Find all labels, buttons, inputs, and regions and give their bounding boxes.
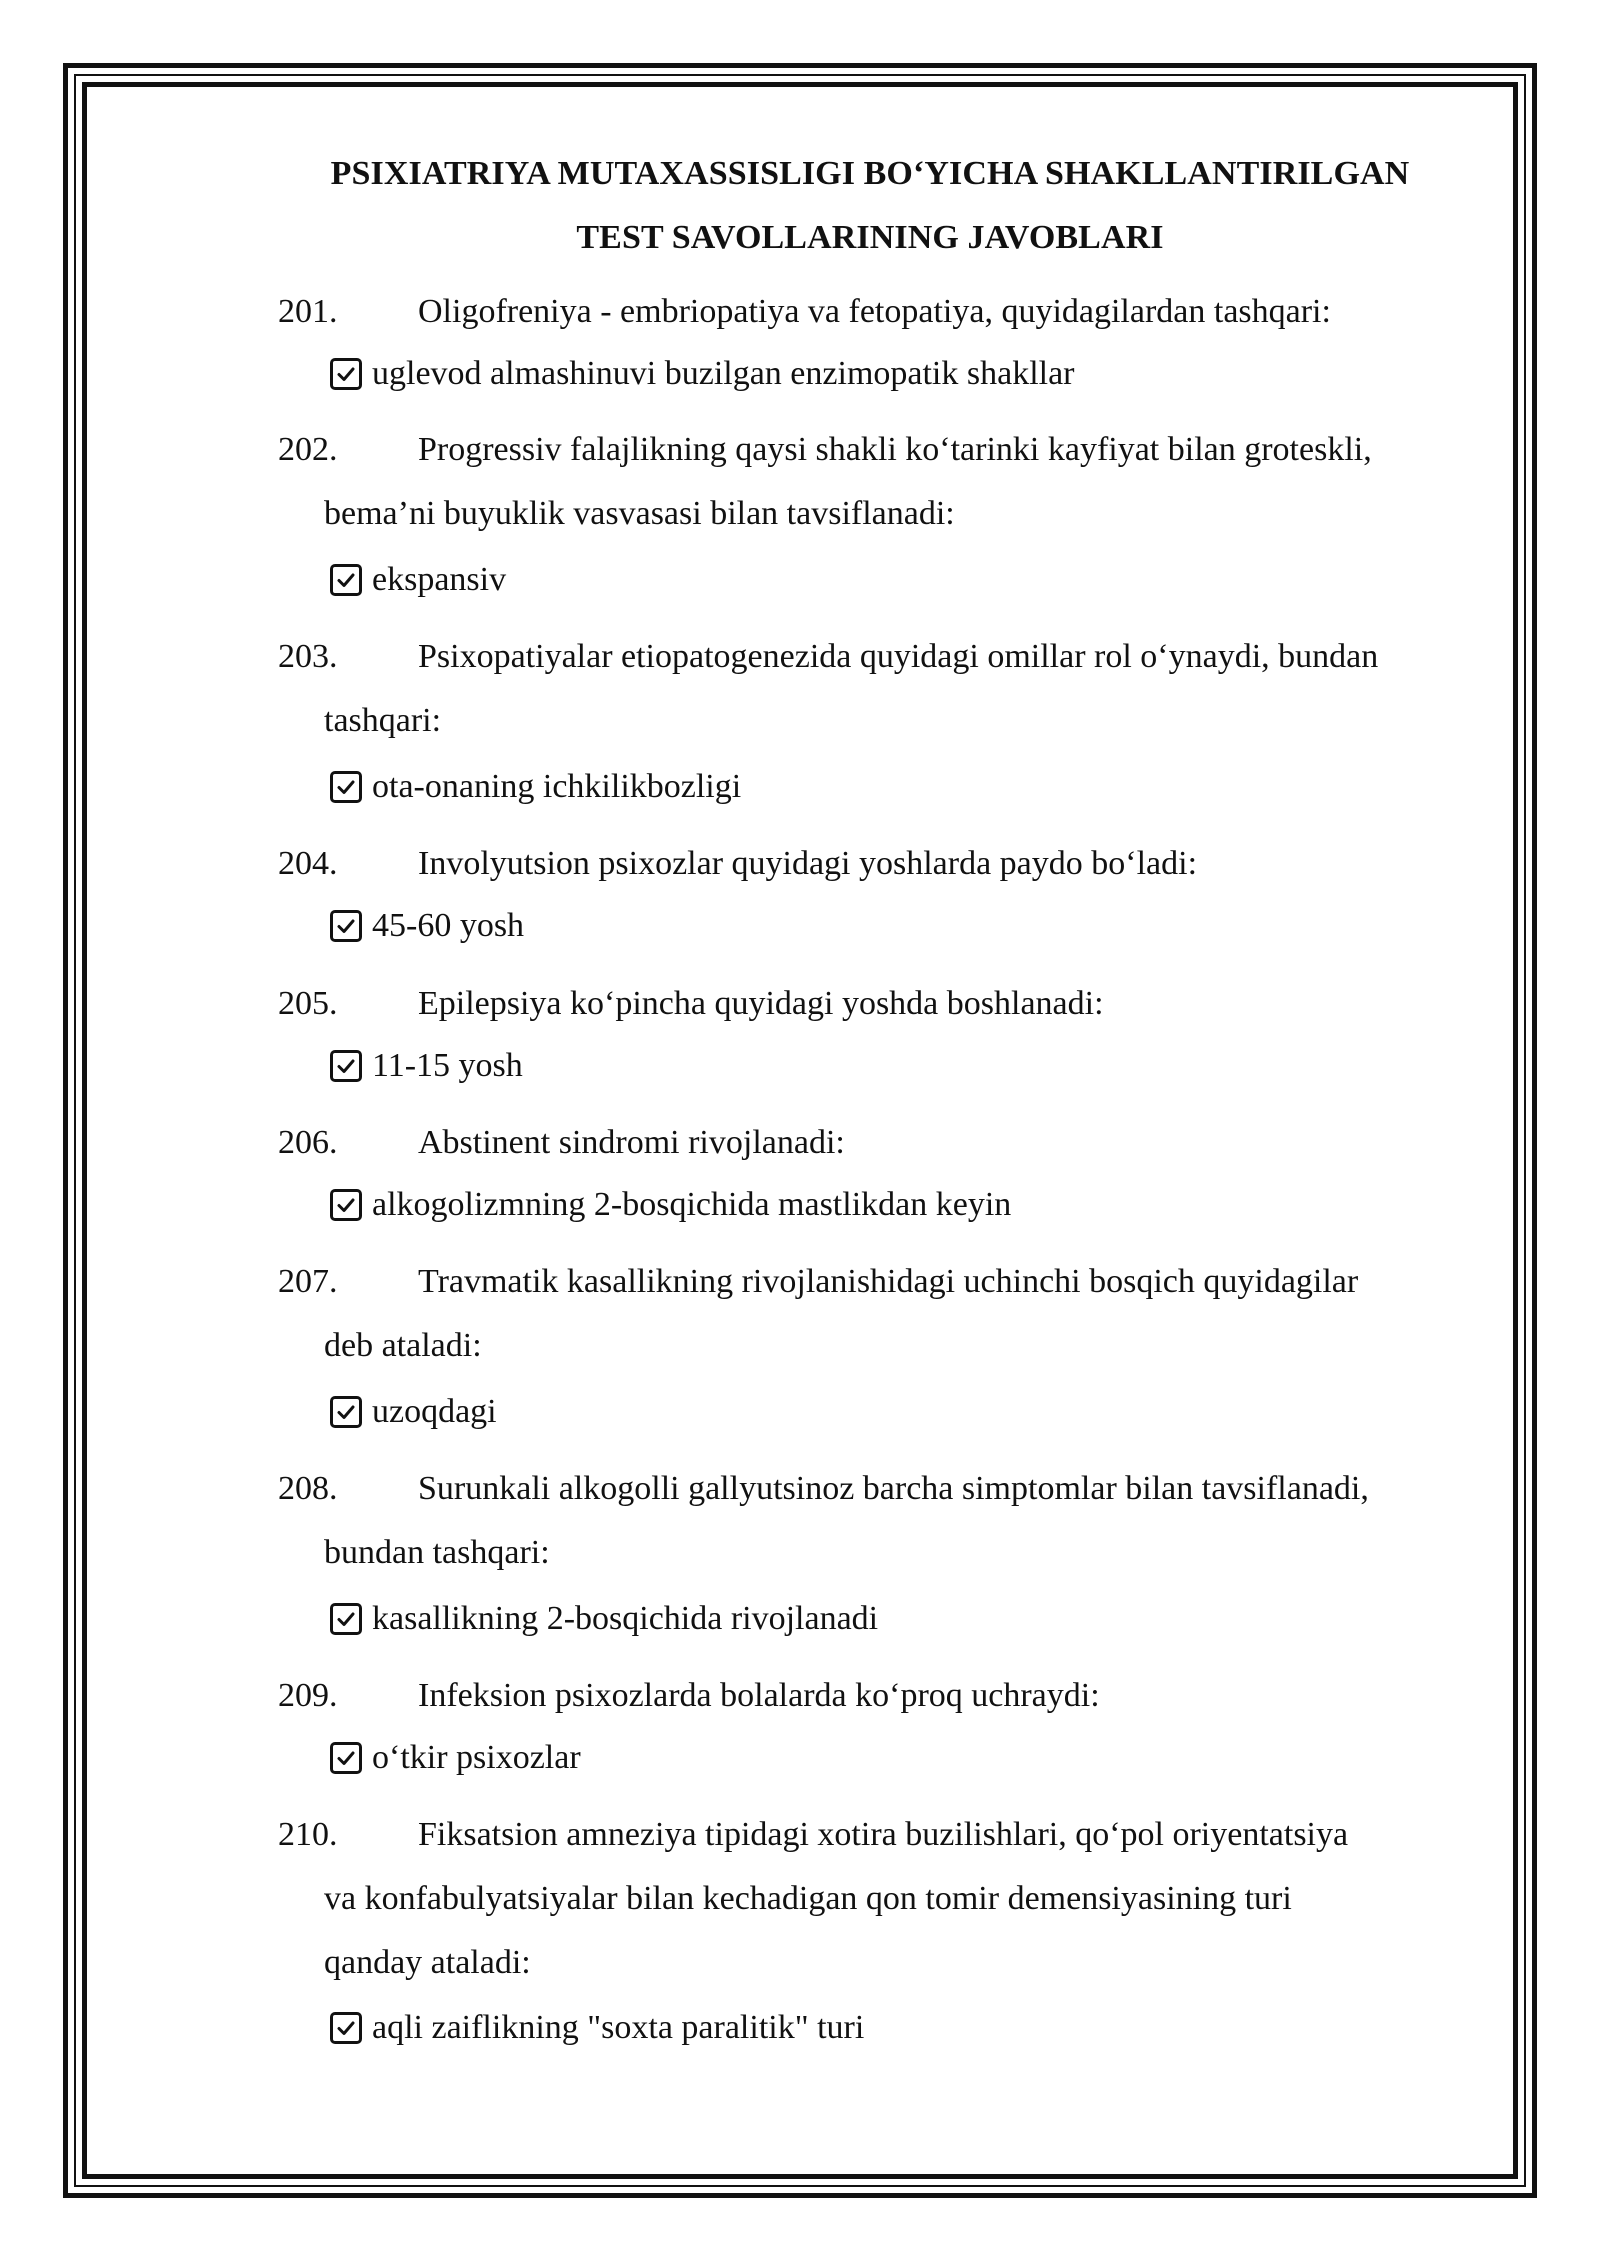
answer-205: [330, 1046, 523, 1086]
answer-203: [330, 767, 741, 807]
question-number: 202.: [278, 431, 338, 468]
answer-text: o‘tkir psixozlar: [372, 1739, 581, 1776]
question-text: Involyutsion psixozlar quyidagi yoshlarda paydo bo‘ladi:: [418, 845, 1198, 882]
question-text: Travmatik kasallikning rivojlanishidagi uchinchi bosqich quyidagilar: [418, 1263, 1359, 1300]
answer-text: aqli zaiflikning "soxta paralitik" turi: [372, 2009, 865, 2046]
answer-207: [330, 1392, 497, 1432]
checkbox-checked-icon: [330, 1396, 362, 1428]
question-number: 207.: [278, 1263, 338, 1300]
answer-text: kasallikning 2-bosqichida rivojlanadi: [372, 1600, 879, 1637]
answer-text: ekspansiv: [372, 561, 507, 598]
question-203: [278, 625, 1508, 753]
question-number: 203.: [278, 638, 338, 675]
question-207: [278, 1250, 1508, 1378]
answer-text: uglevod almashinuvi buzilgan enzimopatik shakllar: [372, 355, 1075, 392]
document-title-line-2: TEST SAVOLLARINING JAVOBLARI: [576, 219, 1164, 256]
question-number: 205.: [278, 985, 338, 1022]
question-204: [278, 832, 1508, 896]
question-201: [278, 280, 1508, 344]
question-209: [278, 1664, 1508, 1728]
answer-text: ota-onaning ichkilikbozligi: [372, 768, 742, 805]
question-text: Oligofreniya - embriopatiya va fetopatiya, quyidagilardan tashqari:: [418, 293, 1331, 330]
checkbox-checked-icon: [330, 771, 362, 803]
checkbox-checked-icon: [330, 1742, 362, 1774]
question-text: Surunkali alkogolli gallyutsinoz barcha simptomlar bilan tavsiflanadi,: [418, 1470, 1369, 1507]
question-206: [278, 1111, 1508, 1175]
question-number: 206.: [278, 1124, 338, 1161]
answer-210: [330, 2008, 864, 2048]
checkbox-checked-icon: [330, 1603, 362, 1635]
question-202: [278, 418, 1508, 546]
checkbox-checked-icon: [330, 2012, 362, 2044]
question-text-continued: bema’ni buyuklik vasvasasi bilan tavsiflanadi:: [324, 495, 955, 532]
question-text: Abstinent sindromi rivojlanadi:: [418, 1124, 845, 1161]
checkbox-checked-icon: [330, 358, 362, 390]
question-text: Progressiv falajlikning qaysi shakli ko‘tarinki kayfiyat bilan groteskli,: [418, 431, 1372, 468]
checkbox-checked-icon: [330, 1050, 362, 1082]
checkbox-checked-icon: [330, 910, 362, 942]
question-text-continued-2: qanday ataladi:: [324, 1944, 531, 1981]
answer-text: 11-15 yosh: [372, 1047, 523, 1084]
question-text-continued: deb ataladi:: [324, 1327, 482, 1364]
answer-209: [330, 1738, 581, 1778]
question-number: 204.: [278, 845, 338, 882]
question-text-continued: va konfabulyatsiyalar bilan kechadigan qon tomir demensiyasining turi: [324, 1880, 1292, 1917]
question-number: 209.: [278, 1677, 338, 1714]
document-title-line-1: PSIXIATRIYA MUTAXASSISLIGI BO‘YICHA SHAKLLANTIRILGAN: [330, 155, 1410, 192]
answer-201: [330, 354, 1075, 394]
question-number: 208.: [278, 1470, 338, 1507]
answer-208: [330, 1599, 878, 1639]
answer-204: [330, 906, 524, 946]
answer-206: [330, 1185, 1011, 1225]
answer-202: [330, 560, 506, 600]
question-text: Psixopatiyalar etiopatogenezida quyidagi omillar rol o‘ynaydi, bundan: [418, 638, 1379, 675]
answer-text: 45-60 yosh: [372, 907, 525, 944]
question-number: 210.: [278, 1816, 338, 1853]
answer-text: uzoqdagi: [372, 1393, 497, 1430]
answer-text: alkogolizmning 2-bosqichida mastlikdan keyin: [372, 1186, 1012, 1223]
checkbox-checked-icon: [330, 1189, 362, 1221]
question-text-continued: bundan tashqari:: [324, 1534, 550, 1571]
question-210: [278, 1803, 1508, 1995]
question-text-continued: tashqari:: [324, 702, 442, 739]
question-text: Infeksion psixozlarda bolalarda ko‘proq uchraydi:: [418, 1677, 1100, 1714]
question-205: [278, 972, 1508, 1036]
question-number: 201.: [278, 293, 338, 330]
question-208: [278, 1457, 1508, 1585]
question-text: Epilepsiya ko‘pincha quyidagi yoshda boshlanadi:: [418, 985, 1104, 1022]
question-text: Fiksatsion amneziya tipidagi xotira buzilishlari, qo‘pol oriyentatsiya: [418, 1816, 1349, 1853]
checkbox-checked-icon: [330, 564, 362, 596]
